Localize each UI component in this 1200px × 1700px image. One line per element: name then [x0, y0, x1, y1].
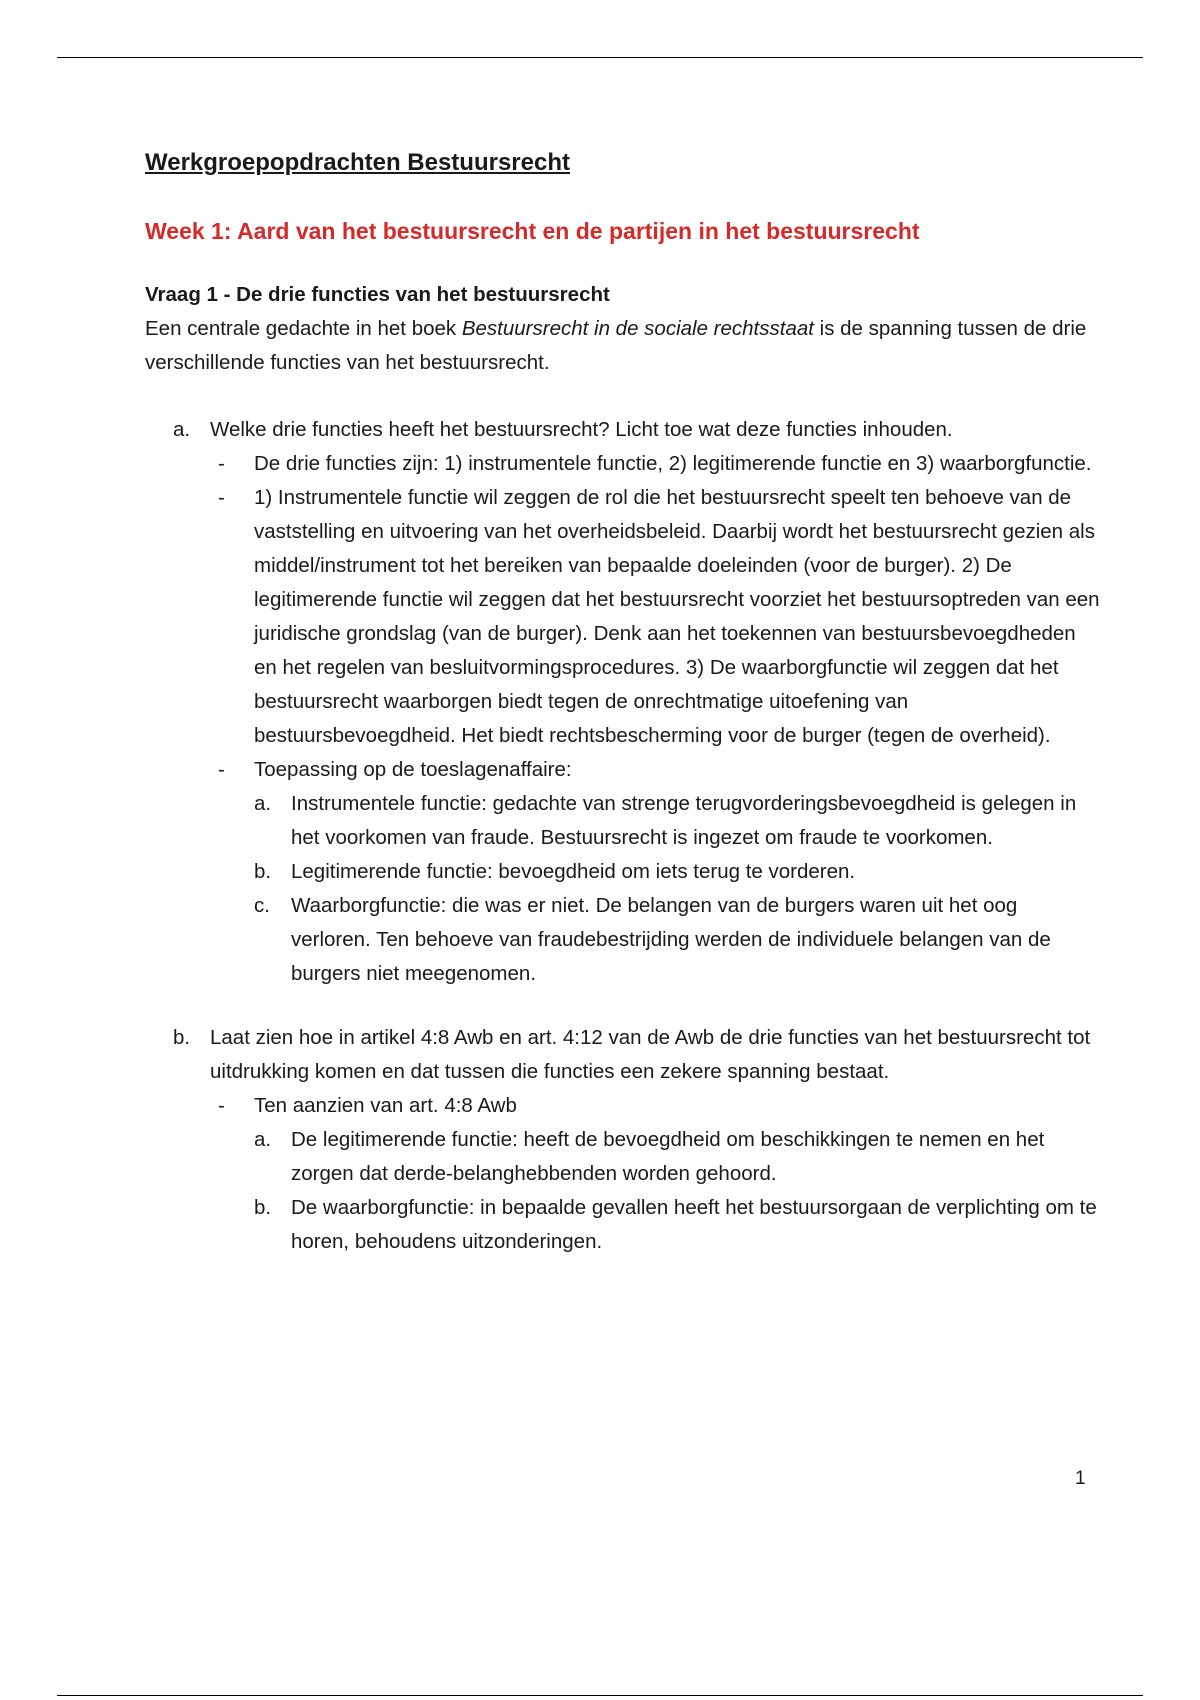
question-a	[145, 413, 1100, 991]
sub-item-marker: a.	[254, 792, 272, 815]
week-heading: Week 1: Aard van het bestuursrecht en de partijen in het bestuursrecht	[145, 218, 920, 244]
question-a-text: Welke drie functies heeft het bestuursrecht? Licht toe wat deze functies inhouden.	[210, 418, 953, 441]
page-bottom-rule	[57, 1695, 1143, 1696]
document-title: Werkgroepopdrachten Bestuursrecht	[145, 149, 570, 176]
sub-item-text: Waarborgfunctie: die was er niet. De belangen van de burgers waren uit het oog verloren. Ten behoeve van fraudebestrijding werden de individuele belangen van de burgers niet meegenomen.	[291, 894, 1051, 985]
intro-text-before: Een centrale gedachte in het boek	[145, 317, 462, 340]
bullet-marker: -	[218, 1094, 225, 1117]
answer-sub-item	[210, 1123, 1100, 1191]
question-b	[145, 1021, 1100, 1259]
sub-item-marker: b.	[254, 860, 272, 883]
sub-item-text: De legitimerende functie: heeft de bevoegdheid om beschikkingen te nemen en het zorgen dat derde-belanghebbenden worden gehoord.	[291, 1128, 1045, 1185]
sub-item-text: Legitimerende functie: bevoegdheid om iets terug te vorderen.	[291, 860, 856, 883]
sub-item-marker: b.	[254, 1196, 272, 1219]
bullet-text: Ten aanzien van art. 4:8 Awb	[254, 1094, 517, 1117]
document-page	[145, 146, 1100, 1259]
sub-item-text: De waarborgfunctie: in bepaalde gevallen heeft het bestuursorgaan de verplichting om te horen, behoudens uitzonderingen.	[291, 1196, 1097, 1253]
page-number: 1	[1075, 1468, 1086, 1489]
answer-bullet	[210, 481, 1100, 753]
answer-sub-item	[210, 1191, 1100, 1259]
page-top-rule	[57, 57, 1143, 58]
answer-sub-item	[210, 787, 1100, 855]
sub-item-text: Instrumentele functie: gedachte van strenge terugvorderingsbevoegdheid is gelegen in het voorkomen van fraude. Bestuursrecht is ingezet om fraude te voorkomen.	[291, 792, 1077, 849]
question-b-text: Laat zien hoe in artikel 4:8 Awb en art. 4:12 van de Awb de drie functies van het bestuursrecht tot uitdrukking komen en dat tussen die functies een zekere spanning bestaat.	[210, 1026, 1091, 1083]
bullet-text: Toepassing op de toeslagenaffaire:	[254, 758, 572, 781]
book-title: Bestuursrecht in de sociale rechtsstaat	[461, 317, 814, 340]
sub-item-marker: c.	[254, 894, 270, 917]
question-heading: Vraag 1 - De drie functies van het bestuursrecht	[145, 283, 610, 306]
answer-bullet	[210, 1089, 1100, 1123]
answer-sub-item	[210, 889, 1100, 991]
bullet-marker: -	[218, 486, 225, 509]
answer-sub-item	[210, 855, 1100, 889]
intro-paragraph	[145, 312, 1100, 380]
question-a-marker: a.	[173, 418, 191, 441]
sub-item-marker: a.	[254, 1128, 272, 1151]
answer-bullet	[210, 447, 1100, 481]
bullet-marker: -	[218, 452, 225, 475]
bullet-text: 1) Instrumentele functie wil zeggen de rol die het bestuursrecht speelt ten behoeve van de vaststelling en uitvoering van het overheidsbeleid. Daarbij wordt het bestuursrecht gezien als middel/instrument tot het bereiken van bepaalde doeleinden (voor de burger). 2) De legitimerende functie wil zeggen dat het bestuursrecht voorziet het bestuursoptreden van een juridische grondslag (van de burger). Denk aan het toekennen van bestuursbevoegdheden en het regelen van besluitvormingsprocedures. 3) De waarborgfunctie wil zeggen dat het bestuursrecht waarborgen biedt tegen de onrechtmatige uitoefening van bestuursbevoegdheid. Het biedt rechtsbescherming voor de burger (tegen de overheid).	[254, 486, 1100, 747]
answer-bullet	[210, 753, 1100, 787]
bullet-marker: -	[218, 758, 225, 781]
question-b-marker: b.	[173, 1026, 191, 1049]
intro-text-after: is de spanning tussen de drie verschillende functies van het bestuursrecht.	[145, 317, 1087, 374]
bullet-text: De drie functies zijn: 1) instrumentele functie, 2) legitimerende functie en 3) waarborgfunctie.	[254, 452, 1092, 475]
